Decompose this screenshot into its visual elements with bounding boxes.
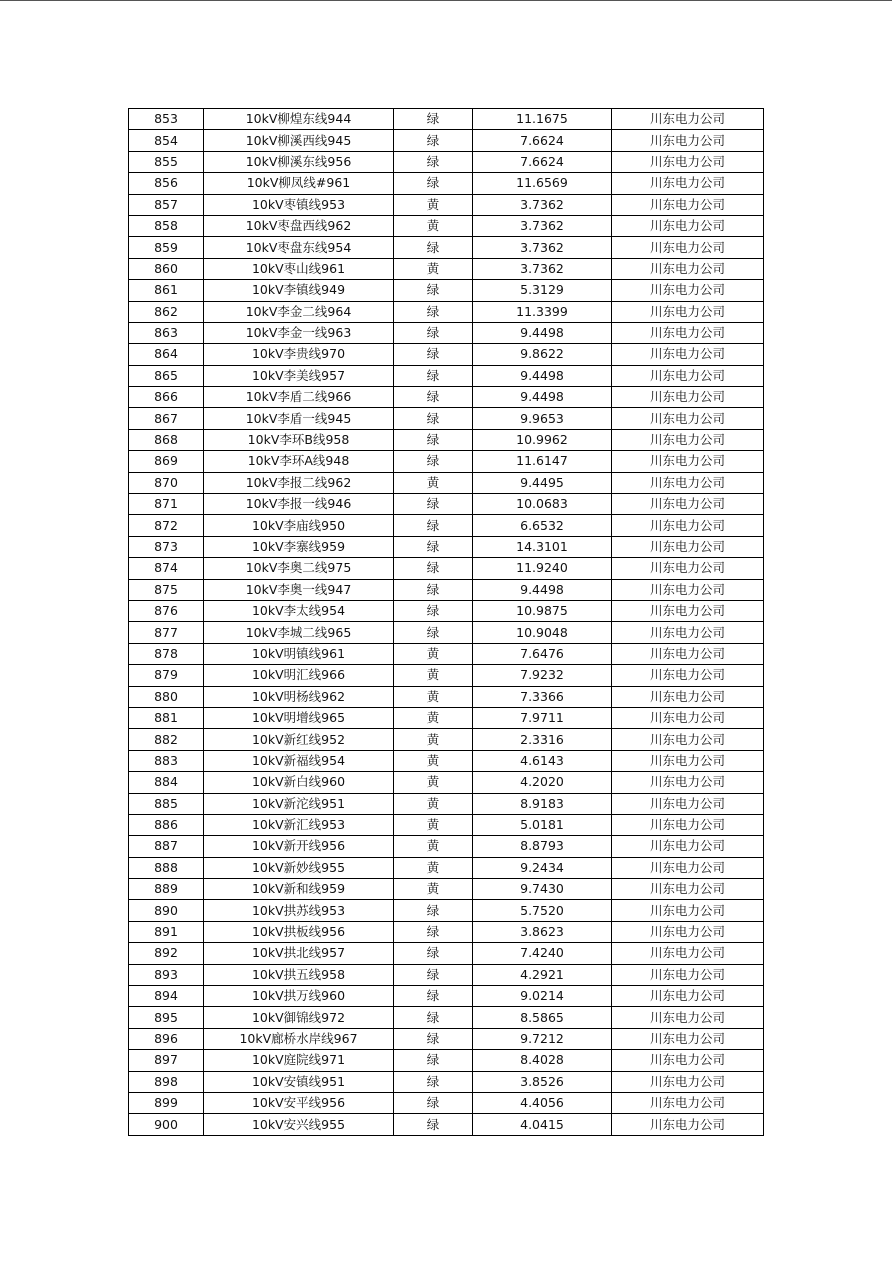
table-row (129, 322, 764, 343)
line-name-cell: 10kV拱万线960 (204, 986, 394, 1007)
value-cell: 10.9875 (473, 600, 612, 621)
table-row (129, 301, 764, 322)
line-name-cell: 10kV新福线954 (204, 750, 394, 771)
company-cell: 川东电力公司 (612, 215, 764, 236)
company-cell: 川东电力公司 (612, 964, 764, 985)
value-cell: 2.3316 (473, 729, 612, 750)
value-cell: 8.4028 (473, 1050, 612, 1071)
line-name-cell: 10kV明杨线962 (204, 686, 394, 707)
table-row (129, 515, 764, 536)
line-name-cell: 10kV枣镇线953 (204, 194, 394, 215)
status-color-cell: 绿 (394, 494, 473, 515)
company-cell: 川东电力公司 (612, 1114, 764, 1135)
value-cell: 9.4498 (473, 579, 612, 600)
row-number-cell: 876 (129, 600, 204, 621)
value-cell: 9.4498 (473, 322, 612, 343)
row-number-cell: 874 (129, 558, 204, 579)
table-row (129, 943, 764, 964)
line-name-cell: 10kV新和线959 (204, 879, 394, 900)
table-row (129, 921, 764, 942)
value-cell: 4.6143 (473, 750, 612, 771)
company-cell: 川东电力公司 (612, 515, 764, 536)
line-name-cell: 10kV明增线965 (204, 707, 394, 728)
row-number-cell: 858 (129, 215, 204, 236)
status-color-cell: 绿 (394, 173, 473, 194)
table-row (129, 1050, 764, 1071)
table-row (129, 429, 764, 450)
table-row (129, 472, 764, 493)
row-number-cell: 894 (129, 986, 204, 1007)
company-cell: 川东电力公司 (612, 109, 764, 130)
table-row (129, 365, 764, 386)
table-row (129, 558, 764, 579)
company-cell: 川东电力公司 (612, 814, 764, 835)
value-cell: 9.9653 (473, 408, 612, 429)
company-cell: 川东电力公司 (612, 494, 764, 515)
table-row (129, 1007, 764, 1028)
line-name-cell: 10kV拱苏线953 (204, 900, 394, 921)
row-number-cell: 866 (129, 387, 204, 408)
line-name-cell: 10kV明镇线961 (204, 643, 394, 664)
table-row (129, 986, 764, 1007)
status-color-cell: 黄 (394, 194, 473, 215)
company-cell: 川东电力公司 (612, 879, 764, 900)
value-cell: 10.0683 (473, 494, 612, 515)
value-cell: 11.3399 (473, 301, 612, 322)
row-number-cell: 865 (129, 365, 204, 386)
company-cell: 川东电力公司 (612, 750, 764, 771)
row-number-cell: 875 (129, 579, 204, 600)
line-name-cell: 10kV李报二线962 (204, 472, 394, 493)
line-name-cell: 10kV李金二线964 (204, 301, 394, 322)
status-color-cell: 黄 (394, 836, 473, 857)
company-cell: 川东电力公司 (612, 986, 764, 1007)
table-row (129, 494, 764, 515)
status-color-cell: 绿 (394, 344, 473, 365)
status-color-cell: 绿 (394, 322, 473, 343)
company-cell: 川东电力公司 (612, 1092, 764, 1113)
status-color-cell: 黄 (394, 793, 473, 814)
value-cell: 9.8622 (473, 344, 612, 365)
value-cell: 5.3129 (473, 280, 612, 301)
status-color-cell: 黄 (394, 643, 473, 664)
value-cell: 3.8526 (473, 1071, 612, 1092)
value-cell: 3.7362 (473, 215, 612, 236)
company-cell: 川东电力公司 (612, 1050, 764, 1071)
value-cell: 5.0181 (473, 814, 612, 835)
company-cell: 川东电力公司 (612, 600, 764, 621)
table-row (129, 173, 764, 194)
row-number-cell: 882 (129, 729, 204, 750)
status-color-cell: 绿 (394, 301, 473, 322)
table-row (129, 814, 764, 835)
row-number-cell: 893 (129, 964, 204, 985)
value-cell: 11.6147 (473, 451, 612, 472)
line-name-cell: 10kV安镇线951 (204, 1071, 394, 1092)
table-row (129, 622, 764, 643)
line-name-cell: 10kV庭院线971 (204, 1050, 394, 1071)
value-cell: 6.6532 (473, 515, 612, 536)
row-number-cell: 887 (129, 836, 204, 857)
line-name-cell: 10kV李报一线946 (204, 494, 394, 515)
line-name-cell: 10kV拱板线956 (204, 921, 394, 942)
table-row (129, 237, 764, 258)
line-name-cell: 10kV李奥一线947 (204, 579, 394, 600)
status-color-cell: 绿 (394, 558, 473, 579)
table-row (129, 1071, 764, 1092)
value-cell: 9.4498 (473, 365, 612, 386)
status-color-cell: 黄 (394, 879, 473, 900)
status-color-cell: 绿 (394, 622, 473, 643)
value-cell: 7.3366 (473, 686, 612, 707)
table-row (129, 686, 764, 707)
status-color-cell: 绿 (394, 1028, 473, 1049)
value-cell: 3.7362 (473, 237, 612, 258)
line-name-cell: 10kV李镇线949 (204, 280, 394, 301)
company-cell: 川东电力公司 (612, 943, 764, 964)
row-number-cell: 871 (129, 494, 204, 515)
status-color-cell: 绿 (394, 429, 473, 450)
table-row (129, 215, 764, 236)
status-color-cell: 绿 (394, 1050, 473, 1071)
line-name-cell: 10kV李奥二线975 (204, 558, 394, 579)
row-number-cell: 862 (129, 301, 204, 322)
status-color-cell: 绿 (394, 921, 473, 942)
line-name-cell: 10kV李贵线970 (204, 344, 394, 365)
company-cell: 川东电力公司 (612, 280, 764, 301)
company-cell: 川东电力公司 (612, 793, 764, 814)
value-cell: 5.7520 (473, 900, 612, 921)
company-cell: 川东电力公司 (612, 900, 764, 921)
line-name-cell: 10kV新妙线955 (204, 857, 394, 878)
row-number-cell: 883 (129, 750, 204, 771)
row-number-cell: 870 (129, 472, 204, 493)
company-cell: 川东电力公司 (612, 130, 764, 151)
row-number-cell: 859 (129, 237, 204, 258)
status-color-cell: 绿 (394, 151, 473, 172)
status-color-cell: 绿 (394, 1071, 473, 1092)
company-cell: 川东电力公司 (612, 665, 764, 686)
value-cell: 9.7430 (473, 879, 612, 900)
value-cell: 14.3101 (473, 536, 612, 557)
company-cell: 川东电力公司 (612, 344, 764, 365)
row-number-cell: 861 (129, 280, 204, 301)
line-name-cell: 10kV新白线960 (204, 772, 394, 793)
table-row (129, 130, 764, 151)
line-name-cell: 10kV枣盘东线954 (204, 237, 394, 258)
table-row (129, 707, 764, 728)
row-number-cell: 856 (129, 173, 204, 194)
company-cell: 川东电力公司 (612, 194, 764, 215)
company-cell: 川东电力公司 (612, 322, 764, 343)
row-number-cell: 891 (129, 921, 204, 942)
company-cell: 川东电力公司 (612, 558, 764, 579)
line-name-cell: 10kV拱五线958 (204, 964, 394, 985)
value-cell: 11.6569 (473, 173, 612, 194)
status-color-cell: 绿 (394, 365, 473, 386)
value-cell: 11.1675 (473, 109, 612, 130)
table-row (129, 857, 764, 878)
row-number-cell: 868 (129, 429, 204, 450)
company-cell: 川东电力公司 (612, 1071, 764, 1092)
value-cell: 9.0214 (473, 986, 612, 1007)
value-cell: 4.2921 (473, 964, 612, 985)
status-color-cell: 绿 (394, 130, 473, 151)
status-color-cell: 绿 (394, 451, 473, 472)
status-color-cell: 黄 (394, 215, 473, 236)
table-row (129, 194, 764, 215)
row-number-cell: 863 (129, 322, 204, 343)
status-color-cell: 绿 (394, 900, 473, 921)
status-color-cell: 绿 (394, 515, 473, 536)
status-color-cell: 绿 (394, 387, 473, 408)
row-number-cell: 889 (129, 879, 204, 900)
row-number-cell: 900 (129, 1114, 204, 1135)
company-cell: 川东电力公司 (612, 643, 764, 664)
company-cell: 川东电力公司 (612, 301, 764, 322)
company-cell: 川东电力公司 (612, 472, 764, 493)
table-row (129, 750, 764, 771)
row-number-cell: 853 (129, 109, 204, 130)
line-name-cell: 10kV李庙线950 (204, 515, 394, 536)
company-cell: 川东电力公司 (612, 429, 764, 450)
table-row (129, 729, 764, 750)
line-name-cell: 10kV新沱线951 (204, 793, 394, 814)
value-cell: 3.7362 (473, 194, 612, 215)
table-row (129, 109, 764, 130)
row-number-cell: 895 (129, 1007, 204, 1028)
line-name-cell: 10kV安平线956 (204, 1092, 394, 1113)
company-cell: 川东电力公司 (612, 857, 764, 878)
table-row (129, 772, 764, 793)
row-number-cell: 867 (129, 408, 204, 429)
row-number-cell: 864 (129, 344, 204, 365)
status-color-cell: 黄 (394, 814, 473, 835)
row-number-cell: 886 (129, 814, 204, 835)
line-name-cell: 10kV柳溪东线956 (204, 151, 394, 172)
row-number-cell: 873 (129, 536, 204, 557)
line-name-cell: 10kV柳煌东线944 (204, 109, 394, 130)
table-row (129, 451, 764, 472)
company-cell: 川东电力公司 (612, 707, 764, 728)
company-cell: 川东电力公司 (612, 173, 764, 194)
company-cell: 川东电力公司 (612, 1028, 764, 1049)
value-cell: 11.9240 (473, 558, 612, 579)
status-color-cell: 绿 (394, 600, 473, 621)
line-name-cell: 10kV新汇线953 (204, 814, 394, 835)
table-body (129, 109, 764, 1136)
table-row (129, 408, 764, 429)
table-row (129, 600, 764, 621)
page-top-border (0, 0, 892, 1)
company-cell: 川东电力公司 (612, 365, 764, 386)
row-number-cell: 888 (129, 857, 204, 878)
line-name-cell: 10kV明汇线966 (204, 665, 394, 686)
row-number-cell: 884 (129, 772, 204, 793)
line-data-table (128, 108, 764, 1136)
row-number-cell: 896 (129, 1028, 204, 1049)
value-cell: 4.2020 (473, 772, 612, 793)
status-color-cell: 黄 (394, 857, 473, 878)
table-row (129, 793, 764, 814)
line-name-cell: 10kV李环B线958 (204, 429, 394, 450)
line-name-cell: 10kV枣盘西线962 (204, 215, 394, 236)
company-cell: 川东电力公司 (612, 772, 764, 793)
row-number-cell: 872 (129, 515, 204, 536)
table-row (129, 579, 764, 600)
line-name-cell: 10kV李太线954 (204, 600, 394, 621)
value-cell: 9.7212 (473, 1028, 612, 1049)
row-number-cell: 854 (129, 130, 204, 151)
line-name-cell: 10kV李美线957 (204, 365, 394, 386)
company-cell: 川东电力公司 (612, 686, 764, 707)
value-cell: 10.9962 (473, 429, 612, 450)
company-cell: 川东电力公司 (612, 387, 764, 408)
value-cell: 7.6624 (473, 130, 612, 151)
row-number-cell: 881 (129, 707, 204, 728)
status-color-cell: 黄 (394, 258, 473, 279)
status-color-cell: 黄 (394, 686, 473, 707)
line-name-cell: 10kV李金一线963 (204, 322, 394, 343)
line-name-cell: 10kV拱北线957 (204, 943, 394, 964)
status-color-cell: 黄 (394, 729, 473, 750)
company-cell: 川东电力公司 (612, 451, 764, 472)
status-color-cell: 黄 (394, 472, 473, 493)
status-color-cell: 绿 (394, 579, 473, 600)
row-number-cell: 869 (129, 451, 204, 472)
table-row (129, 1092, 764, 1113)
company-cell: 川东电力公司 (612, 622, 764, 643)
status-color-cell: 绿 (394, 1114, 473, 1135)
status-color-cell: 绿 (394, 237, 473, 258)
value-cell: 10.9048 (473, 622, 612, 643)
status-color-cell: 绿 (394, 536, 473, 557)
status-color-cell: 黄 (394, 707, 473, 728)
value-cell: 7.4240 (473, 943, 612, 964)
line-name-cell: 10kV枣山线961 (204, 258, 394, 279)
table-row (129, 665, 764, 686)
company-cell: 川东电力公司 (612, 536, 764, 557)
row-number-cell: 857 (129, 194, 204, 215)
status-color-cell: 绿 (394, 109, 473, 130)
value-cell: 3.8623 (473, 921, 612, 942)
line-name-cell: 10kV新开线956 (204, 836, 394, 857)
value-cell: 7.6624 (473, 151, 612, 172)
company-cell: 川东电力公司 (612, 836, 764, 857)
value-cell: 7.9711 (473, 707, 612, 728)
table-row (129, 258, 764, 279)
line-name-cell: 10kV李环A线948 (204, 451, 394, 472)
status-color-cell: 绿 (394, 408, 473, 429)
row-number-cell: 879 (129, 665, 204, 686)
row-number-cell: 880 (129, 686, 204, 707)
status-color-cell: 黄 (394, 772, 473, 793)
table-row (129, 344, 764, 365)
table-row (129, 151, 764, 172)
row-number-cell: 890 (129, 900, 204, 921)
table-row (129, 1028, 764, 1049)
status-color-cell: 黄 (394, 750, 473, 771)
value-cell: 8.9183 (473, 793, 612, 814)
row-number-cell: 898 (129, 1071, 204, 1092)
table-row (129, 536, 764, 557)
line-name-cell: 10kV李盾二线966 (204, 387, 394, 408)
table-row (129, 643, 764, 664)
row-number-cell: 878 (129, 643, 204, 664)
company-cell: 川东电力公司 (612, 408, 764, 429)
line-name-cell: 10kV柳溪西线945 (204, 130, 394, 151)
line-name-cell: 10kV柳凤线#961 (204, 173, 394, 194)
value-cell: 4.4056 (473, 1092, 612, 1113)
line-name-cell: 10kV廊桥水岸线967 (204, 1028, 394, 1049)
value-cell: 4.0415 (473, 1114, 612, 1135)
company-cell: 川东电力公司 (612, 729, 764, 750)
company-cell: 川东电力公司 (612, 1007, 764, 1028)
line-name-cell: 10kV李盾一线945 (204, 408, 394, 429)
row-number-cell: 899 (129, 1092, 204, 1113)
company-cell: 川东电力公司 (612, 258, 764, 279)
value-cell: 9.4498 (473, 387, 612, 408)
status-color-cell: 绿 (394, 943, 473, 964)
line-name-cell: 10kV新红线952 (204, 729, 394, 750)
value-cell: 9.2434 (473, 857, 612, 878)
table-row (129, 280, 764, 301)
value-cell: 7.6476 (473, 643, 612, 664)
company-cell: 川东电力公司 (612, 151, 764, 172)
value-cell: 3.7362 (473, 258, 612, 279)
status-color-cell: 绿 (394, 1092, 473, 1113)
table-row (129, 964, 764, 985)
status-color-cell: 黄 (394, 665, 473, 686)
value-cell: 8.8793 (473, 836, 612, 857)
row-number-cell: 897 (129, 1050, 204, 1071)
row-number-cell: 855 (129, 151, 204, 172)
status-color-cell: 绿 (394, 986, 473, 1007)
company-cell: 川东电力公司 (612, 579, 764, 600)
table-row (129, 387, 764, 408)
company-cell: 川东电力公司 (612, 921, 764, 942)
row-number-cell: 877 (129, 622, 204, 643)
line-name-cell: 10kV李城二线965 (204, 622, 394, 643)
table-row (129, 836, 764, 857)
company-cell: 川东电力公司 (612, 237, 764, 258)
status-color-cell: 绿 (394, 280, 473, 301)
status-color-cell: 绿 (394, 964, 473, 985)
row-number-cell: 860 (129, 258, 204, 279)
row-number-cell: 885 (129, 793, 204, 814)
table-row (129, 900, 764, 921)
status-color-cell: 绿 (394, 1007, 473, 1028)
line-name-cell: 10kV御锦线972 (204, 1007, 394, 1028)
value-cell: 8.5865 (473, 1007, 612, 1028)
value-cell: 9.4495 (473, 472, 612, 493)
value-cell: 7.9232 (473, 665, 612, 686)
line-name-cell: 10kV李寨线959 (204, 536, 394, 557)
table-row (129, 1114, 764, 1135)
table-row (129, 879, 764, 900)
line-name-cell: 10kV安兴线955 (204, 1114, 394, 1135)
row-number-cell: 892 (129, 943, 204, 964)
